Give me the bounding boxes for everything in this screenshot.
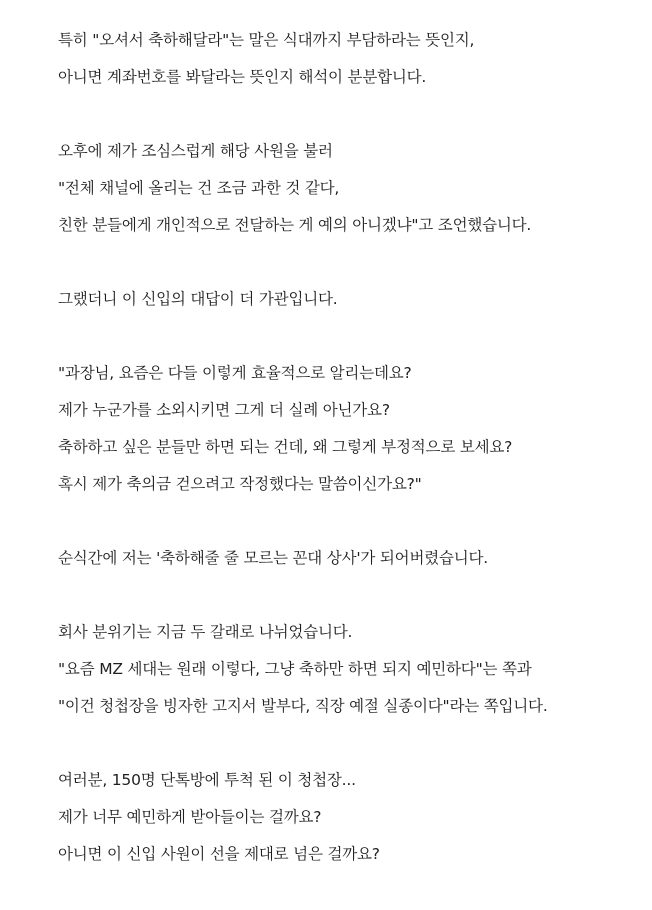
paragraph — [58, 614, 638, 725]
text-line: 그랬더니 이 신입의 대답이 더 가관입니다. — [58, 290, 338, 308]
text-line: 오후에 제가 조심스럽게 해당 사원을 불러 — [58, 142, 333, 160]
text-line: 순식간에 저는 '축하해줄 줄 모르는 꼰대 상사'가 되어버렸습니다. — [58, 549, 489, 567]
text-line: 아니면 계좌번호를 봐달라는 뜻인지 해석이 분분합니다. — [58, 68, 427, 86]
text-line: 회사 분위기는 지금 두 갈래로 나뉘었습니다. — [58, 623, 353, 641]
text-line: 친한 분들에게 개인적으로 전달하는 게 예의 아니겠냐"고 조언했습니다. — [58, 216, 532, 234]
paragraph — [58, 133, 638, 244]
text-line: 제가 누군가를 소외시키면 그게 더 실례 아닌가요? — [58, 401, 390, 419]
text-line: 여러분, 150명 단톡방에 투척 된 이 청첩장... — [58, 771, 356, 789]
text-line: "과장님, 요즘은 다들 이렇게 효율적으로 알리는데요? — [58, 364, 412, 382]
text-line: 혹시 제가 축의금 걷으려고 작정했다는 말씀이신가요?" — [58, 475, 422, 493]
text-line: "전체 채널에 올리는 건 조금 과한 것 같다, — [58, 179, 340, 197]
paragraph — [58, 22, 638, 96]
paragraph — [58, 762, 638, 873]
paragraph — [58, 540, 638, 577]
text-line: "요즘 MZ 세대는 원래 이렇다, 그냥 축하만 하면 되지 예민하다"는 쪽과 — [58, 660, 532, 678]
text-line: 특히 "오셔서 축하해달라"는 말은 식대까지 부담하라는 뜻인지, — [58, 31, 475, 49]
text-line: 축하하고 싶은 분들만 하면 되는 건데, 왜 그렇게 부정적으로 보세요? — [58, 438, 513, 456]
paragraph — [58, 281, 638, 318]
text-line: "이건 청첩장을 빙자한 고지서 발부다, 직장 예절 실종이다"라는 쪽입니다. — [58, 697, 548, 715]
text-line: 제가 너무 예민하게 받아들이는 걸까요? — [58, 808, 322, 826]
paragraph — [58, 355, 638, 503]
text-line: 아니면 이 신입 사원이 선을 제대로 넘은 걸까요? — [58, 845, 380, 863]
article-body — [58, 22, 638, 910]
